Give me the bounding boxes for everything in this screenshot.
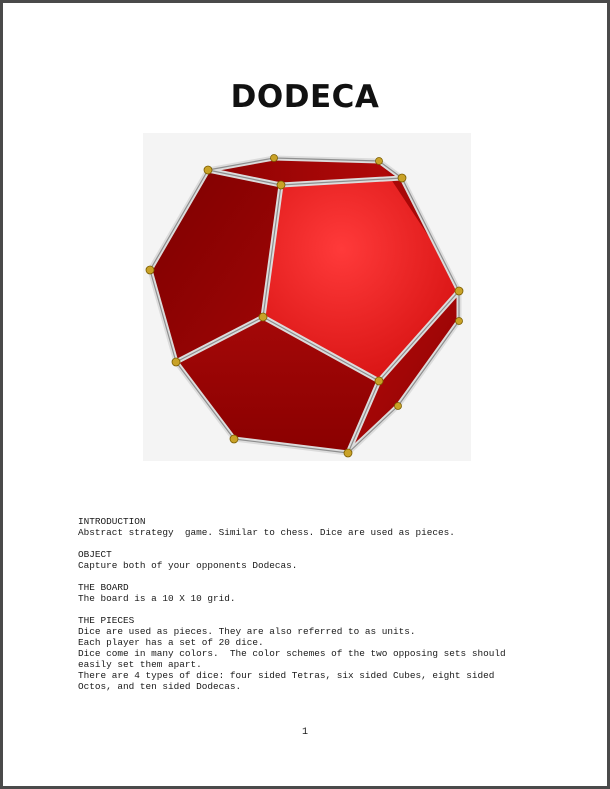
section-object — [78, 549, 548, 571]
dodecahedron-icon — [143, 133, 471, 461]
section-line: There are 4 types of dice: four sided Tetras, six sided Cubes, eight sided — [78, 670, 495, 681]
section-introduction — [78, 516, 548, 538]
section-line: Capture both of your opponents Dodecas. — [78, 560, 298, 571]
section-line: Dice come in many colors. The color schemes of the two opposing sets should — [78, 648, 506, 659]
rules-text — [78, 516, 548, 703]
section-heading: THE PIECES — [78, 615, 135, 626]
section-the-board — [78, 582, 548, 604]
section-line: Each player has a set of 20 dice. — [78, 637, 264, 648]
section-line: Dice are used as pieces. They are also referred to as units. — [78, 626, 416, 637]
section-line: The board is a 10 X 10 grid. — [78, 593, 236, 604]
section-heading: THE BOARD — [78, 582, 129, 593]
dodecahedron-image — [143, 133, 471, 461]
document-title: DODECA — [230, 79, 380, 115]
section-heading: OBJECT — [78, 549, 112, 560]
section-line: Octos, and ten sided Dodecas. — [78, 681, 242, 692]
section-line: Abstract strategy game. Similar to chess. Dice are used as pieces. — [78, 527, 455, 538]
section-heading: INTRODUCTION — [78, 516, 146, 527]
section-line: easily set them apart. — [78, 659, 202, 670]
section-the-pieces — [78, 615, 548, 692]
page-number: 1 — [301, 727, 308, 738]
